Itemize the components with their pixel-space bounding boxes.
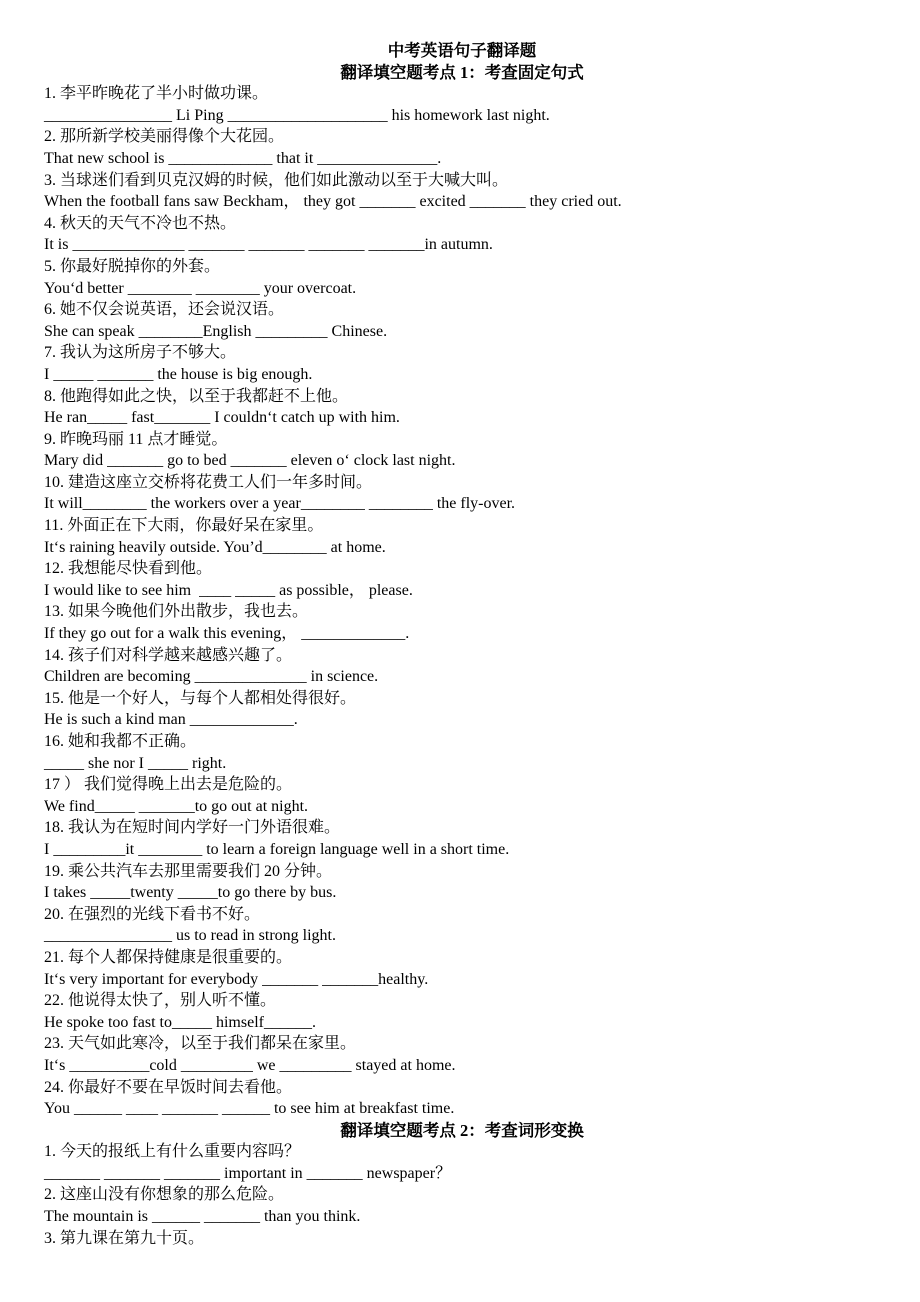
chinese-sentence: 5. 你最好脱掉你的外套。 (44, 257, 221, 275)
english-fill-blank: That new school is _____________ that it _______________. (44, 149, 442, 167)
english-fill-blank: I _____ _______ the house is big enough. (44, 365, 313, 383)
chinese-sentence: 24. 你最好不要在早饭时间去看他。 (44, 1078, 293, 1096)
chinese-sentence: 17 ） 我们觉得晚上出去是危险的。 (44, 776, 293, 794)
chinese-sentence: 2. 那所新学校美丽得像个大花园。 (44, 128, 285, 146)
english-fill-blank: He ran_____ fast_______ I couldn‘t catch up with him. (44, 409, 400, 427)
english-fill-blank: I would like to see him ____ _____ as possible， please. (44, 581, 413, 599)
chinese-sentence: 23. 天气如此寒冷，以至于我们都呆在家里。 (44, 1035, 357, 1053)
english-fill-blank: You ______ ____ _______ ______ to see him at breakfast time. (44, 1100, 455, 1118)
chinese-sentence: 22. 他说得太快了，别人听不懂。 (44, 992, 277, 1010)
english-fill-blank: It will________ the workers over a year________ ________ the fly-over. (44, 495, 516, 513)
english-fill-blank: _____ she nor I _____ right. (44, 754, 227, 772)
english-fill-blank: You‘d better ________ ________ your overcoat. (44, 279, 357, 297)
section-1-items (0, 83, 920, 1120)
english-fill-blank: Mary did _______ go to bed _______ eleven o‘ clock last night. (44, 452, 456, 470)
chinese-sentence: 1. 李平昨晚花了半小时做功课。 (44, 85, 269, 103)
chinese-sentence: 1. 今天的报纸上有什么重要内容吗？ (44, 1143, 301, 1161)
section-heading: 翻译填空题考点 2：考查词形变换 (340, 1120, 584, 1140)
english-fill-blank: Children are becoming ______________ in science. (44, 668, 379, 686)
document-page (0, 40, 920, 1249)
english-fill-blank: It‘s raining heavily outside. You’d________ at home. (44, 538, 386, 556)
english-fill-blank: When the football fans saw Beckham， they got _______ excited _______ they cried out. (44, 193, 622, 211)
chinese-sentence: 13. 如果今晚他们外出散步，我也去。 (44, 603, 309, 621)
english-fill-blank: We find_____ _______to go out at night. (44, 797, 309, 815)
document-title: 中考英语句子翻译题 (387, 41, 537, 60)
section-heading: 翻译填空题考点 1：考查固定句式 (340, 62, 584, 82)
chinese-sentence: 20. 在强烈的光线下看书不好。 (44, 905, 261, 923)
chinese-sentence: 2. 这座山没有你想象的那么危险。 (44, 1186, 285, 1204)
chinese-sentence: 4. 秋天的天气不冷也不热。 (44, 214, 237, 232)
english-fill-blank: It is ______________ _______ _______ _______ _______in autumn. (44, 236, 493, 254)
chinese-sentence: 3. 当球迷们看到贝克汉姆的时候，他们如此激动以至于大喊大叫。 (44, 171, 509, 189)
english-fill-blank: He is such a kind man _____________. (44, 711, 298, 729)
chinese-sentence: 7. 我认为这所房子不够大。 (44, 344, 237, 362)
chinese-sentence: 9. 昨晚玛丽 11 点才睡觉。 (44, 430, 228, 448)
chinese-sentence: 11. 外面正在下大雨，你最好呆在家里。 (44, 517, 324, 535)
chinese-sentence: 6. 她不仅会说英语，还会说汉语。 (44, 301, 285, 319)
chinese-sentence: 10. 建造这座立交桥将花费工人们一年多时间。 (44, 473, 373, 491)
english-fill-blank: _______ _______ _______ important in _______ newspaper？ (44, 1164, 452, 1182)
english-fill-blank: The mountain is ______ _______ than you think. (44, 1208, 361, 1226)
english-fill-blank: If they go out for a walk this evening， _____________. (44, 625, 410, 643)
english-fill-blank: I _________it ________ to learn a foreign language well in a short time. (44, 840, 510, 858)
english-fill-blank: ________________ Li Ping ____________________ his homework last night. (44, 106, 550, 124)
chinese-sentence: 21. 每个人都保持健康是很重要的。 (44, 948, 293, 966)
chinese-sentence: 8. 他跑得如此之快，以至于我都赶不上他。 (44, 387, 349, 405)
chinese-sentence: 15. 他是一个好人，与每个人都相处得很好。 (44, 689, 357, 707)
english-fill-blank: I takes _____twenty _____to go there by bus. (44, 884, 337, 902)
chinese-sentence: 18. 我认为在短时间内学好一门外语很难。 (44, 819, 341, 837)
chinese-sentence: 14. 孩子们对科学越来越感兴趣了。 (44, 646, 293, 664)
english-fill-blank: It‘s very important for everybody _______ _______healthy. (44, 970, 429, 988)
chinese-sentence: 3. 第九课在第九十页。 (44, 1229, 205, 1247)
english-fill-blank: ________________ us to read in strong light. (44, 927, 336, 945)
chinese-sentence: 19. 乘公共汽车去那里需要我们 20 分钟。 (44, 862, 333, 880)
chinese-sentence: 12. 我想能尽快看到他。 (44, 560, 213, 578)
english-fill-blank: He spoke too fast to_____ himself______. (44, 1013, 316, 1031)
section-2-items (0, 1141, 920, 1249)
english-fill-blank: She can speak ________English _________ Chinese. (44, 322, 388, 340)
chinese-sentence: 16. 她和我都不正确。 (44, 733, 197, 750)
english-fill-blank: It‘s __________cold _________ we _________ stayed at home. (44, 1056, 456, 1074)
